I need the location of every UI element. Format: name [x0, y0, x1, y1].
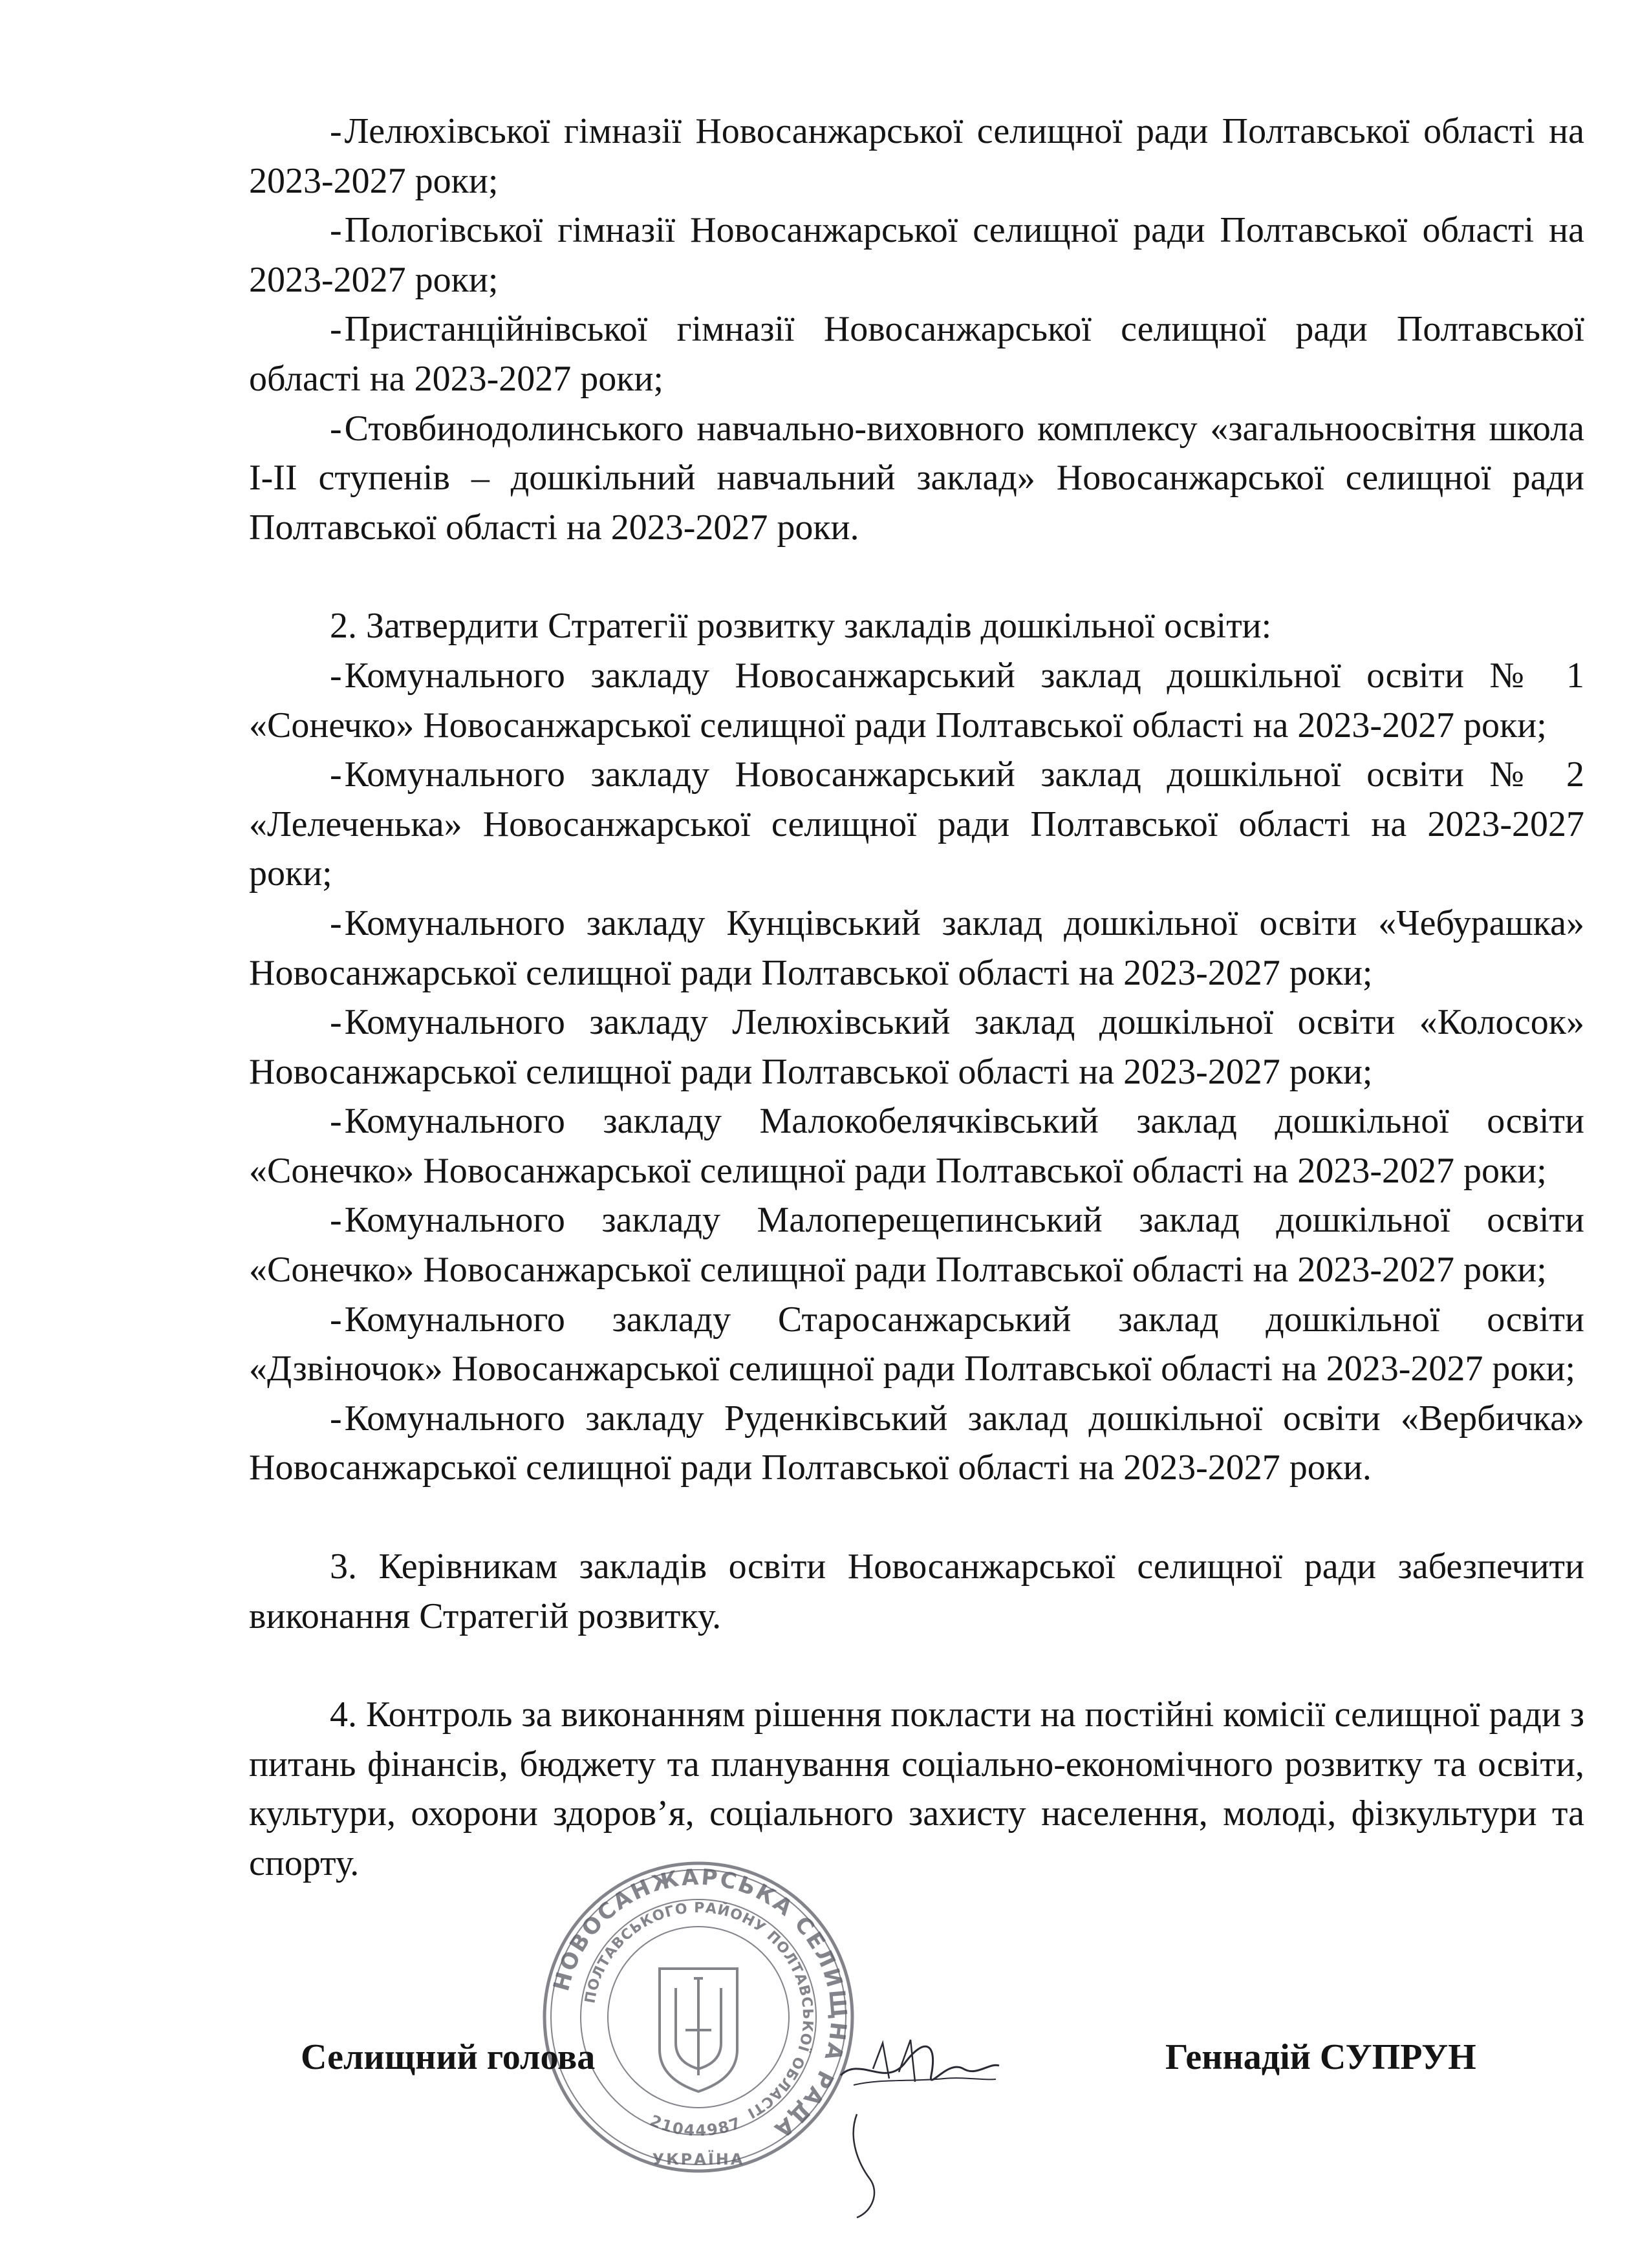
trident-emblem-icon	[660, 1969, 737, 2091]
list-item	[249, 206, 1584, 305]
list-dash: -	[330, 1101, 342, 1142]
list-dash: -	[330, 1200, 342, 1241]
paragraph-gap	[249, 1493, 1584, 1542]
list-item	[249, 1295, 1584, 1394]
list-dash: -	[330, 210, 342, 251]
list-item	[249, 651, 1584, 750]
list-item	[249, 899, 1584, 998]
document-body	[249, 107, 1584, 1888]
list-item	[249, 404, 1584, 553]
list-item	[249, 305, 1584, 403]
seal-outer-text: НОВОСАНЖАРСЬКА СЕЛИЩНА РАДА	[548, 1864, 852, 2144]
list-item	[249, 1097, 1584, 1195]
svg-text:21044987	[647, 2112, 744, 2140]
list-item-text: Пологівської гімназії Новосанжарської селищної ради Полтавської області на 2023-2027 роки;	[249, 210, 1584, 300]
signatory-name: Геннадій СУПРУН	[1165, 2037, 1476, 2077]
list-item	[249, 107, 1584, 206]
list-item-text: Комунального закладу Кунцівський заклад дошкільної освіти «Чебурашка» Новосанжарської селищної ради Полтавської області на 2023-2027 роки;	[249, 903, 1584, 993]
list-item-text: Комунального закладу Новосанжарський заклад дошкільної освіти № 2 «Лелеченька» Новосанжарської селищної ради Полтавської області на 2023-2027 роки;	[249, 754, 1584, 894]
list-item	[249, 1394, 1584, 1493]
list-item-text: Комунального закладу Малоперещепинський заклад дошкільної освіти «Сонечко» Новосанжарської селищної ради Полтавської області на 2023-2027 роки;	[249, 1200, 1584, 1290]
list-dash: -	[330, 1299, 342, 1340]
seal-inner-text: ПОЛТАВСЬКОГО РАЙОНУ ПОЛТАВСЬКОЇ ОБЛАСТІ	[582, 1899, 816, 2122]
list-item-text: Пристанційнівської гімназії Новосанжарської селищної ради Полтавської області на 2023-2027 роки;	[249, 309, 1584, 399]
paragraph-gap	[249, 552, 1584, 601]
list-item-text: Стовбинодолинського навчально-виховного комплексу «загальноосвітня школа І-ІІ ступенів – дошкільний навчальний заклад» Новосанжарської селищної ради Полтавської області на 2023-2027 роки.	[249, 408, 1584, 548]
list-item	[249, 998, 1584, 1097]
list-dash: -	[330, 408, 342, 449]
list-item-text: Комунального закладу Новосанжарський заклад дошкільної освіти № 1 «Сонечко» Новосанжарської селищної ради Полтавської області на 2023-2027 роки;	[249, 655, 1584, 745]
handwritten-signature	[834, 2017, 1002, 2237]
list-item-text: Комунального закладу Старосанжарський заклад дошкільної освіти «Дзвіночок» Новосанжарської селищної ради Полтавської області на 2023-2027 роки;	[249, 1299, 1584, 1389]
list-item	[249, 750, 1584, 899]
list-dash: -	[330, 903, 342, 943]
list-dash: -	[330, 754, 342, 795]
list-item-text: Лелюхівської гімназії Новосанжарської селищної ради Полтавської області на 2023-2027 роки;	[249, 111, 1584, 201]
section-2-heading: 2. Затвердити Стратегії розвитку закладів дошкільної освіти:	[330, 606, 1272, 647]
list-dash: -	[330, 1398, 342, 1439]
list-dash: -	[330, 655, 342, 696]
list-dash: -	[330, 1002, 342, 1043]
list-dash: -	[330, 111, 342, 151]
section-4-paragraph: 4. Контроль за виконанням рішення покласти на постійні комісії селищної ради з питань фінансів, бюджету та планування соціально-економічного розвитку та освіти, культури, охорони здоров’я, соціального захисту населення, молоді, фізкультури та спорту.	[249, 1695, 1584, 1883]
official-seal	[537, 1856, 860, 2179]
seal-code-text: 21044987	[647, 2111, 744, 2140]
list-dash: -	[330, 309, 342, 350]
seal-country-text: УКРАЇНА	[652, 2150, 745, 2168]
list-item	[249, 1195, 1584, 1294]
section-3-paragraph: 3. Керівникам закладів освіти Новосанжарської селищної ради забезпечити виконання Стратегій розвитку.	[249, 1546, 1584, 1636]
list-item-text: Комунального закладу Малокобелячківський заклад дошкільної освіти «Сонечко» Новосанжарської селищної ради Полтавської області на 2023-2027 роки;	[249, 1101, 1584, 1191]
list-item-text: Комунального закладу Руденківський заклад дошкільної освіти «Вербичка» Новосанжарської селищної ради Полтавської області на 2023-2027 роки.	[249, 1398, 1584, 1488]
paragraph-gap	[249, 1641, 1584, 1690]
list-item-text: Комунального закладу Лелюхівський заклад дошкільної освіти «Колосок» Новосанжарської селищної ради Полтавської області на 2023-2027 роки;	[249, 1002, 1584, 1092]
signatory-position: Селищний голова	[301, 2037, 596, 2077]
